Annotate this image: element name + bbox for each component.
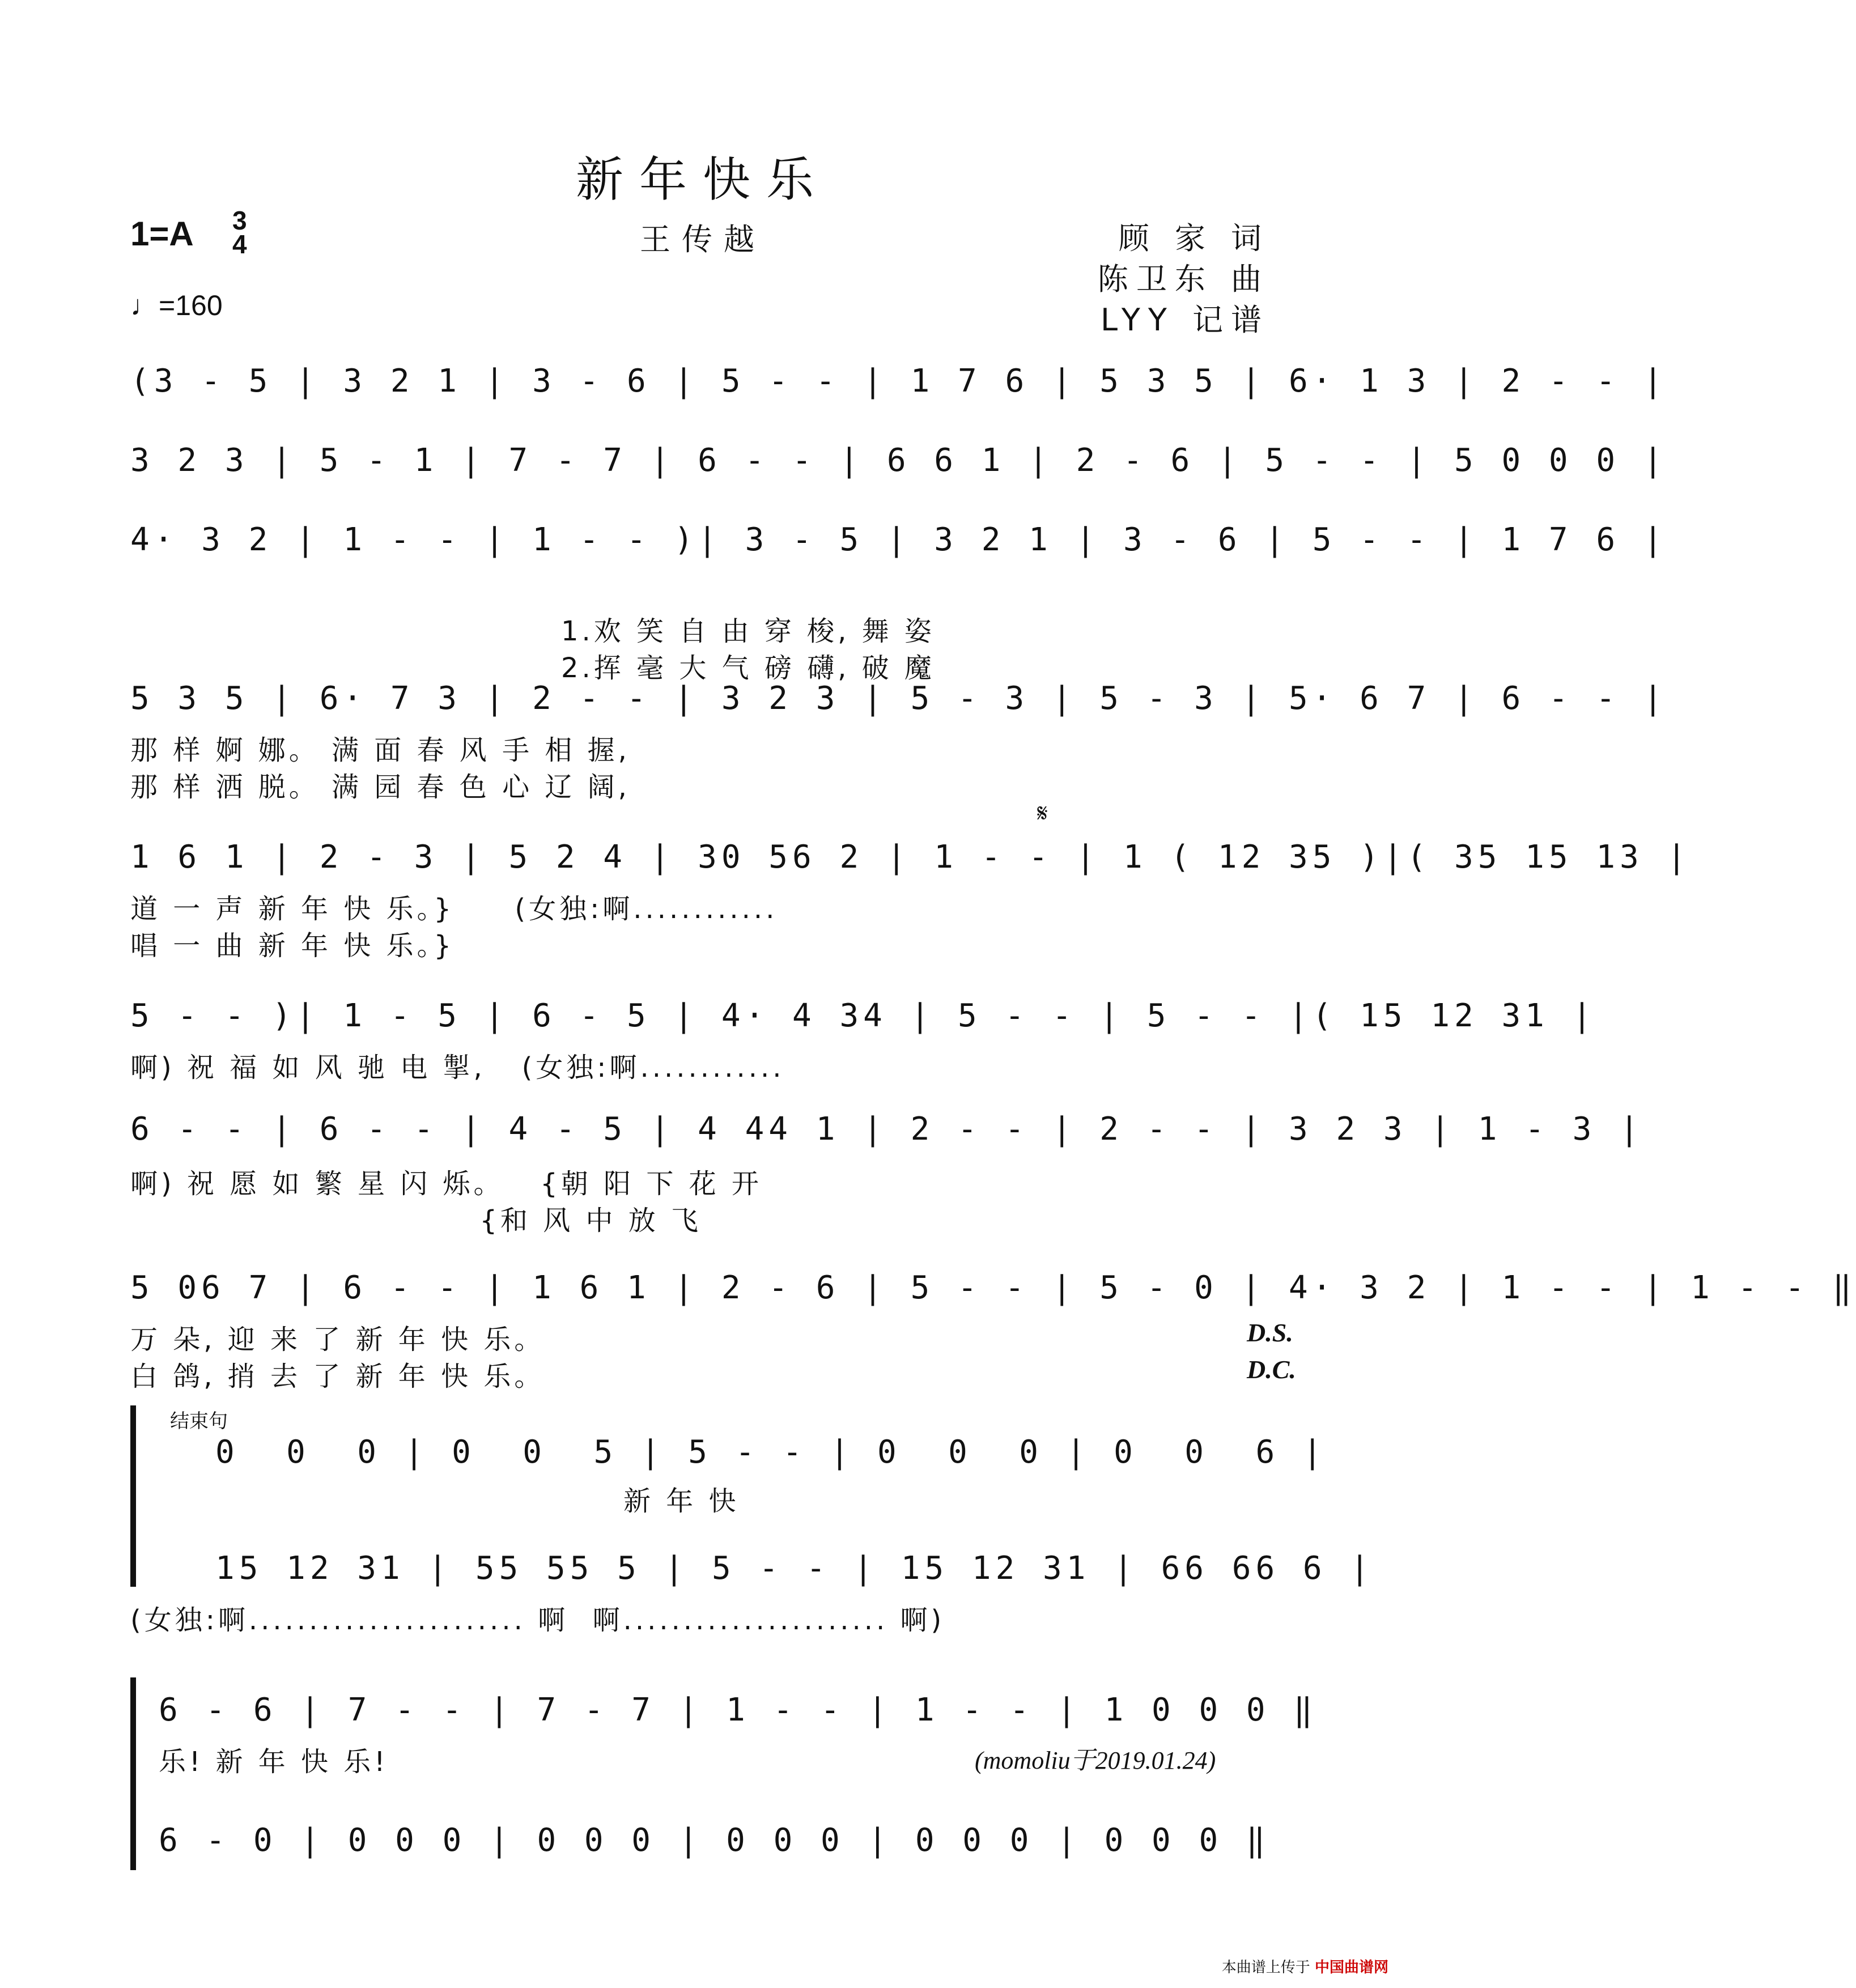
lyric-verse-2: {和 风 中 放 飞 (130, 1205, 702, 1237)
coda-bracket (130, 1405, 136, 1587)
ending-bracket (130, 1677, 136, 1870)
transcriber-credit: LYY 记谱 (1100, 302, 1269, 338)
footer (1222, 1956, 1388, 1977)
notes-line: 6 - 6 | 7 - - | 7 - 7 | 1 - - | 1 - - | 1 0 0 0 ‖ (159, 1692, 1318, 1728)
tempo-marking: ♩=160 (130, 290, 223, 321)
notes-line: 3 2 3 | 5 - 1 | 7 - 7 | 6 - - | 6 6 1 | 2 - 6 | 5 - - | 5 0 0 0 | (130, 442, 1667, 479)
da-capo-mark: D.C. (1247, 1355, 1296, 1384)
notes-line: 6 - 0 | 0 0 0 | 0 0 0 | 0 0 0 | 0 0 0 | 0 0 0 ‖ (159, 1822, 1270, 1859)
lyric-verse-1: 道 一 声 新 年 快 乐。} (女独:啊............ (130, 893, 778, 925)
coda-upper-lyric: 新 年 快 (623, 1485, 740, 1517)
time-signature (232, 206, 247, 259)
notes-line: 15 12 31 | 55 55 5 | 5 - - | 15 12 31 | 66 66 6 | (215, 1550, 1374, 1587)
notes-line: 5 06 7 | 6 - - | 1 6 1 | 2 - 6 | 5 - - | 5 - 0 | 4· 3 2 | 1 - - | 1 - - ‖ (130, 1269, 1856, 1306)
time-bottom: 4 (232, 230, 247, 259)
notes-line: 5 3 5 | 6· 7 3 | 2 - - | 3 2 3 | 5 - 3 | 5 - 3 | 5· 6 7 | 6 - - | (130, 680, 1667, 717)
notes-line: 0 0 0 | 0 0 5 | 5 - - | 0 0 0 | 0 0 6 | (215, 1434, 1327, 1471)
lyricist-credit: 顾 家 词 (1118, 220, 1269, 256)
lyric-verse-2: 唱 一 曲 新 年 快 乐。} (130, 930, 455, 962)
transcriber-signature: (momoliu于2019.01.24) (975, 1747, 1216, 1774)
system-3 (130, 521, 1667, 589)
notes-line: 5 - - )| 1 - 5 | 6 - 5 | 4· 4 34 | 5 - - | 5 - - |( 15 12 31 | (130, 997, 1596, 1034)
lyric-verse-1: 那 样 婀 娜。 满 面 春 风 手 相 握, (130, 734, 630, 766)
coda-lower-lyric: (女独:啊....................... 啊 啊...................... 啊) (130, 1604, 945, 1636)
dal-segno-mark: D.S. (1247, 1318, 1293, 1347)
lyric-verse-2: 那 样 洒 脱。 满 园 春 色 心 辽 阔, (130, 771, 630, 803)
time-top: 3 (232, 206, 247, 235)
ending-lyric: 乐! 新 年 快 乐! (159, 1746, 389, 1778)
lyric-verse-2: 白 鸽, 捎 去 了 新 年 快 乐。 (130, 1361, 545, 1392)
segno-sign: 𝄋 (1037, 799, 1048, 828)
lyric-line: 啊) 祝 福 如 风 驰 电 掣, (女独:啊............ (130, 1052, 785, 1084)
song-title: 新年快乐 (575, 152, 830, 207)
composer-credit: 陈卫东 曲 (1097, 261, 1269, 297)
lyric-verse-1: 1.欢 笑 自 由 穿 梭, 舞 姿 (561, 615, 935, 647)
site-logo[interactable]: 中国曲谱网 (1314, 1959, 1388, 1976)
lyric-verse-1: 啊) 祝 愿 如 繁 星 闪 烁。 {朝 阳 下 花 开 (130, 1168, 762, 1200)
notes-line: 1 6 1 | 2 - 3 | 5 2 4 | 30 56 2 | 1 - - | 1 ( 12 35 )|( 35 15 13 | (130, 839, 1691, 876)
lyric-verse-1: 万 朵, 迎 来 了 新 年 快 乐。 (130, 1324, 545, 1356)
notes-line: (3 - 5 | 3 2 1 | 3 - 6 | 5 - - | 1 7 6 | 5 3 5 | 6· 1 3 | 2 - - | (130, 363, 1667, 400)
notes-line: 6 - - | 6 - - | 4 - 5 | 4 44 1 | 2 - - | 2 - - | 3 2 3 | 1 - 3 | (130, 1111, 1643, 1148)
ending-lower-staff (159, 1822, 1275, 1890)
system-1 (130, 363, 1667, 431)
performer: 王传越 (640, 222, 766, 257)
coda-label: 结束句 (170, 1410, 228, 1433)
footer-text: 本曲谱上传于 (1221, 1959, 1310, 1976)
lyric-verse-2: 2.挥 毫 大 气 磅 礴, 破 魔 (561, 652, 935, 684)
notes-line: 4· 3 2 | 1 - - | 1 - - )| 3 - 5 | 3 2 1 | 3 - 6 | 5 - - | 1 7 6 | (130, 521, 1667, 558)
system-2 (130, 442, 1667, 510)
key-signature: 1=A (130, 215, 194, 253)
